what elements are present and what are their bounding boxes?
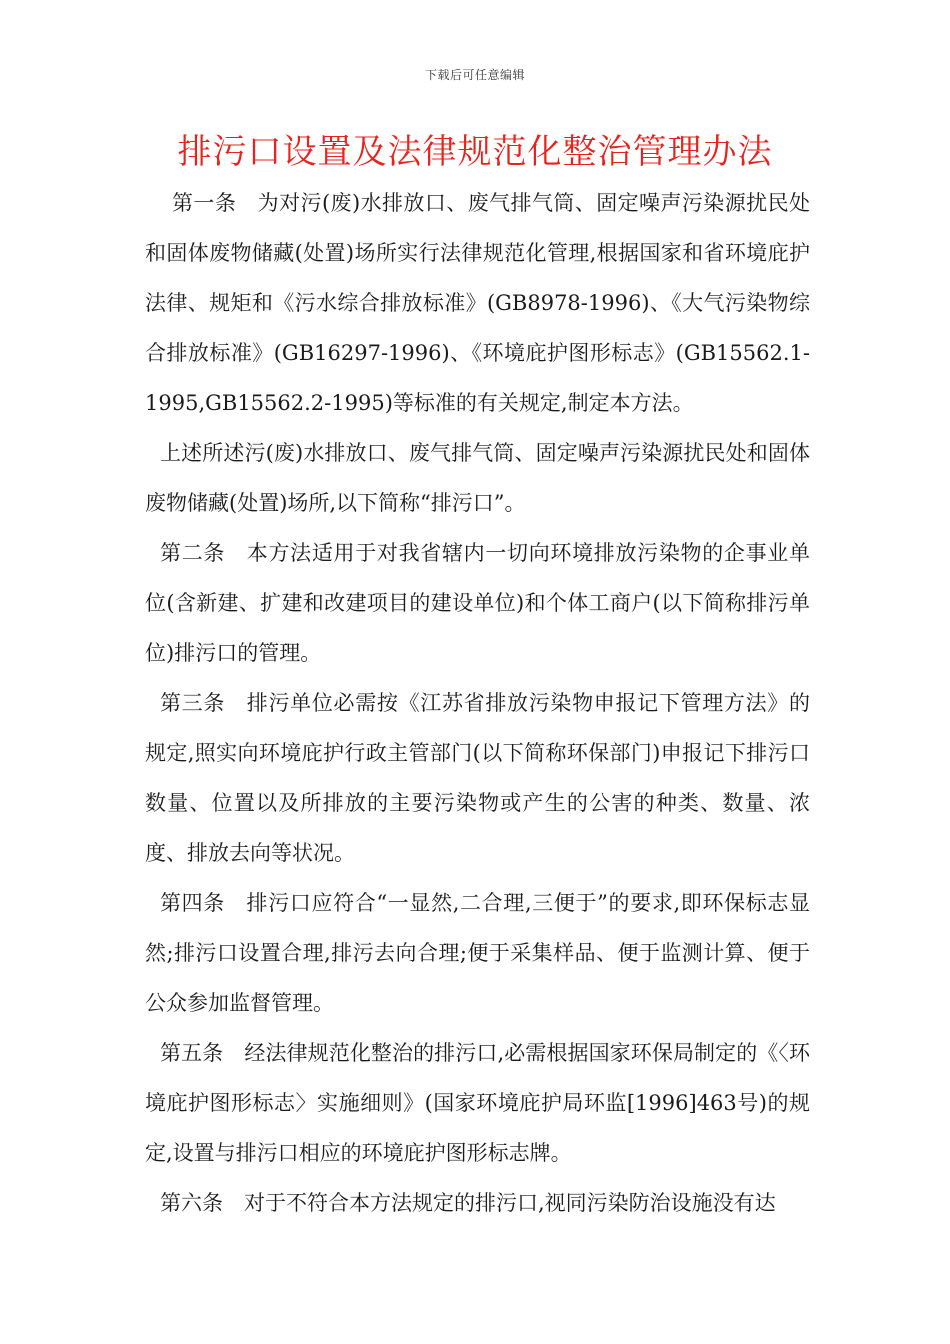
article-4-paragraph: 第四条 排污口应符合“一显然,二合理,三便于”的要求,即环保标志显然;排污口设置合理,排污去向合理;便于采集样品、便于监测计算、便于公众参加监督管理。	[145, 891, 810, 1015]
article-1-paragraph: 第一条 为对污(废)水排放口、废气排气筒、固定噪声污染源扰民处和固体废物储藏(处置)场所实行法律规范化管理,根据国家和省环境庇护法律、规矩和《污水综合排放标准》(GB8978-1996)、《大气污染物综合排放标准》(GB16297-1996)、《环境庇护图形标志》(GB15562.1-1995,GB15562.2-1995)等标准的有关规定,制定本方法。	[145, 191, 810, 415]
article-2-paragraph: 第二条 本方法适用于对我省辖内一切向环境排放污染物的企事业单位(含新建、扩建和改建项目的建设单位)和个体工商户(以下简称排污单位)排污口的管理。	[145, 541, 810, 665]
article-1-note-paragraph: 上述所述污(废)水排放口、废气排气筒、固定噪声污染源扰民处和固体废物储藏(处置)场所,以下简称“排污口”。	[145, 441, 810, 515]
document-title: 排污口设置及法律规范化整治管理办法	[177, 132, 773, 172]
article-5-paragraph: 第五条 经法律规范化整治的排污口,必需根据国家环保局制定的《〈环境庇护图形标志〉实施细则》(国家环境庇护局环监[1996]463号)的规定,设置与排污口相应的环境庇护图形标志牌。	[145, 1041, 810, 1165]
header-note: 下载后可任意编辑	[424, 68, 525, 82]
document-body	[145, 178, 810, 1228]
article-3-paragraph: 第三条 排污单位必需按《江苏省排放污染物申报记下管理方法》的规定,照实向环境庇护行政主管部门(以下简称环保部门)申报记下排污口数量、位置以及所排放的主要污染物或产生的公害的种类、数量、浓度、排放去向等状况。	[145, 691, 810, 865]
article-6-paragraph: 第六条 对于不符合本方法规定的排污口,视同污染防治设施没有达	[160, 1191, 776, 1215]
